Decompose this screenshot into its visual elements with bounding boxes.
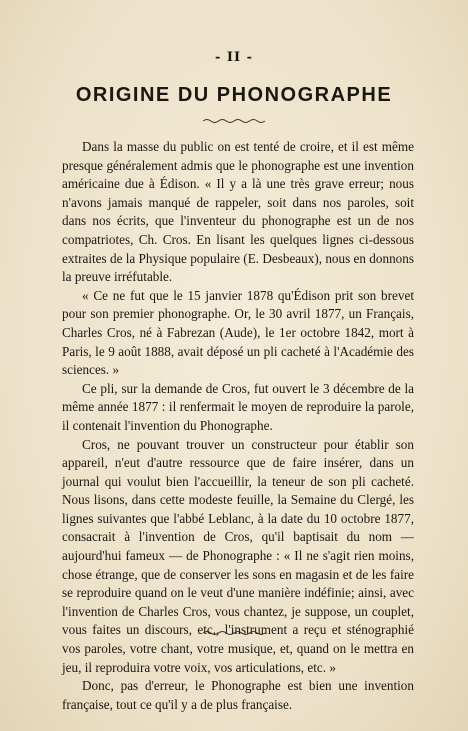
title-divider-ornament bbox=[203, 118, 265, 124]
paragraph-3: Ce pli, sur la demande de Cros, fut ouvert le 3 décembre de la même année 1877 : il renfermait le moyen de reproduire la parole, il contenait l'invention du Phonographe. bbox=[62, 380, 414, 433]
page-number: - II - bbox=[214, 50, 253, 65]
paragraph-1: Dans la masse du public on est tenté de croire, et il est même presque généralement admis que le phonographe est une invention américaine due à Édison. « Il y a là une très grave erreur; nous n'avons jamais manqué de rappeler, soit dans nos paroles, soit dans nos écrits, que l'inventeur du phonographe est un de nos compatriotes, Ch. Cros. En lisant les quelques lignes ci-dessous extraites de la Physique populaire (E. Desbeaux), nous en donnons la preuve irréfutable. bbox=[62, 139, 414, 285]
paragraph-5: Donc, pas d'erreur, le Phonographe est bien une invention française, tout ce qu'il y a de plus française. bbox=[62, 678, 414, 712]
paragraph-2: « Ce ne fut que le 15 janvier 1878 qu'Édison prit son brevet pour son premier phonographe. Or, le 30 avril 1877, un Français, Charles Cros, né à Fabrezan (Aude), le 1er octobre 1842, mort à Paris, le 9 août 1888, avait déposé un pli cacheté à l'Académie des sciences. » bbox=[62, 287, 414, 378]
end-divider-ornament bbox=[203, 630, 265, 636]
page-title: ORIGINE DU PHONOGRAPHE bbox=[75, 84, 393, 106]
article-body bbox=[62, 138, 414, 714]
paragraph-4: Cros, ne pouvant trouver un constructeur pour établir son appareil, n'eut d'autre ressource que de faire insérer, dans un journal qui voulut bien l'accueillir, la teneur de son pli cacheté. Nous lisons, dans cette modeste feuille, la Semaine du Clergé, les lignes suivantes que l'abbé Leblanc, à la date du 10 octobre 1877, consacrait à l'invention de Cros, qu'il baptisait du nom — aujourd'hui fameux — de Phonographe : « Il ne s'agit rien moins, chose étrange, que de conserver les sons en magasin et de les faire se reproduire quand on le veut d'une manière indéfinie; ainsi, avec l'invention de Charles Cros, vous chantez, je suppose, un couplet, vous faites un discours, etc., l'instrument a reçu et sténographié vos paroles, votre chant, votre musique, et, quand on le mettra en jeu, il reproduira votre voix, vos articulations, etc. » bbox=[62, 436, 414, 675]
